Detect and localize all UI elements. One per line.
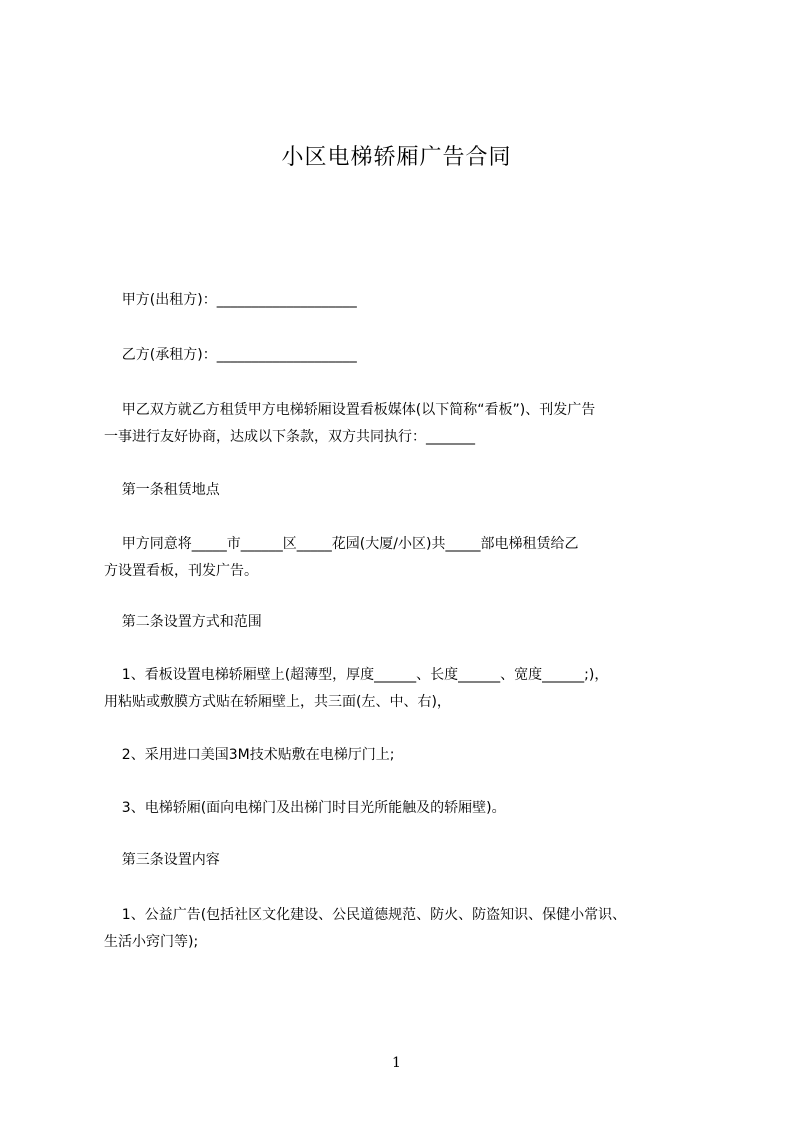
page-number: 1 (392, 1055, 401, 1071)
article-2-heading: 第二条设置方式和范围 (104, 614, 262, 630)
document-title: 小区电梯轿厢广告合同 (281, 145, 512, 170)
preamble-line-2: 一事进行友好协商，达成以下条款，双方共同执行：_______ (104, 429, 475, 445)
article-1-line-1: 甲方同意将_____市______区_____花园(大厦/小区)共_____部电梯租赁给乙 (104, 536, 579, 552)
article-3-item-1-line-1: 1、公益广告(包括社区文化建设、公民道德规范、防火、防盗知识、保健小常识、 (104, 907, 627, 923)
article-3-heading: 第三条设置内容 (104, 852, 220, 868)
preamble-line-1: 甲乙双方就乙方租赁甲方电梯轿厢设置看板媒体(以下简称“看板”)、刊发广告 (104, 402, 596, 418)
article-2-item-1-line-1: 1、看板设置电梯轿厢壁上(超薄型，厚度______、长度______、宽度______;)， (104, 667, 609, 683)
article-2-item-3: 3、电梯轿厢(面向电梯门及出梯门时目光所能触及的轿厢壁)。 (104, 800, 506, 816)
party-a-line: 甲方(出租方)：____________________ (104, 292, 357, 308)
article-2-item-2: 2、采用进口美国3M技术贴敷在电梯厅门上; (104, 747, 395, 763)
article-1-line-2: 方设置看板，刊发广告。 (104, 563, 258, 579)
article-3-item-1-line-2: 生活小窍门等); (104, 934, 199, 950)
article-1-heading: 第一条租赁地点 (104, 482, 220, 498)
article-2-item-1-line-2: 用粘贴或敷膜方式贴在轿厢壁上，共三面(左、中、右)， (104, 694, 451, 710)
party-b-line: 乙方(承租方)：____________________ (104, 347, 357, 363)
